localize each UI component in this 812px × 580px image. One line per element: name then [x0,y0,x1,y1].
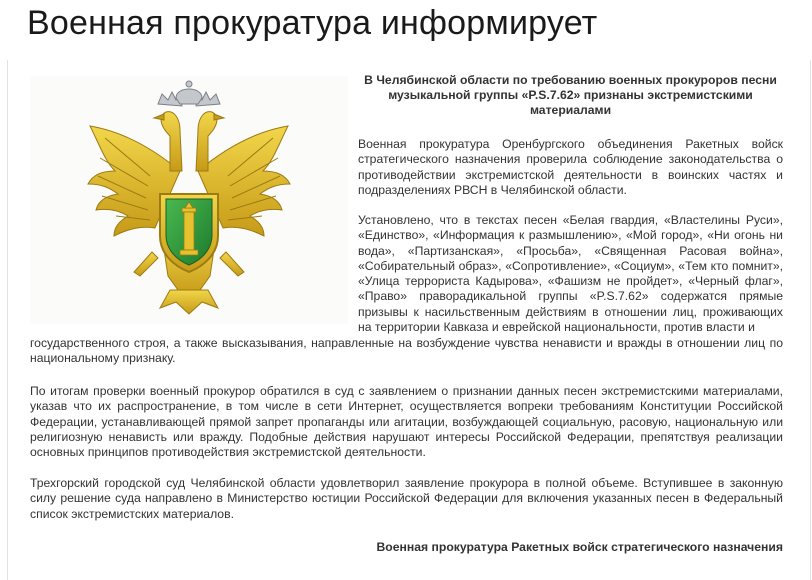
page-title: Военная прокуратура информирует [27,4,598,42]
article-headline: В Челябинской области по требованию военных прокуроров песни музыкальной группы «P.S.7.62» признаны экстремистскими материалами [364,73,777,117]
article-signature: Военная прокуратура Ракетных войск стратегического назначения [376,540,783,554]
article-paragraph-2-continued: государственного строя, а также высказывания, направленные на возбуждение чувства ненависти и вражды в отношении лиц по национальному признаку. [30,336,783,366]
article-paragraph-1: Военная прокуратура Оренбургского объединения Ракетных войск стратегического назначения проверила соблюдение законодательства о противодействии экстремистской деятельности в воинских частях и подразделениях РВСН в Челябинской области. [358,137,783,197]
article-paragraph-3: По итогам проверки военный прокурор обратился в суд с заявлением о признании данных песен экстремистскими материалами, указав что их распространение, в том числе в сети Интернет, осуществляется вопреки требованиям Конституции Российской Федерации, устанавливающей прямой запрет пропаганды или агитации, возбуждающей социальную, расовую, национальную или религиозную ненависть или вражду. Подобные действия нарушают интересы Российской Федерации, препятствуя реализации основных принципов противодействия экстремистской деятельности. [30,384,783,460]
prosecutor-emblem-icon [30,76,348,324]
article-paragraph-4: Трехгорский городской суд Челябинской области удовлетворил заявление прокурора в полной объеме. Вступившее в законную силу решение суда направлено в Министерство юстиции Российской Федерации для включения указанных песен в Федеральный список экстремистских материалов. [30,476,783,521]
article-paragraph-2: Установлено, что в текстах песен «Белая гвардия, «Властелины Руси», «Единство», «Информация к размышлению», «Мой город», «Ни огонь ни вода», «Партизанская», «Просьба», «Священная Расовая война», «Собирательный образ», «Сопротивление», «Социум», «Тем кто помнит», «Улица террориста Кадырова», «Фашизм не пройдет», «Черный флаг», «Право» праворадикальной группы «P.S.7.62» содержатся прямые призывы к насильственным действиям в отношении лиц, проживающих на территории Кавказа и еврейской национальности, против власти и [358,213,783,335]
